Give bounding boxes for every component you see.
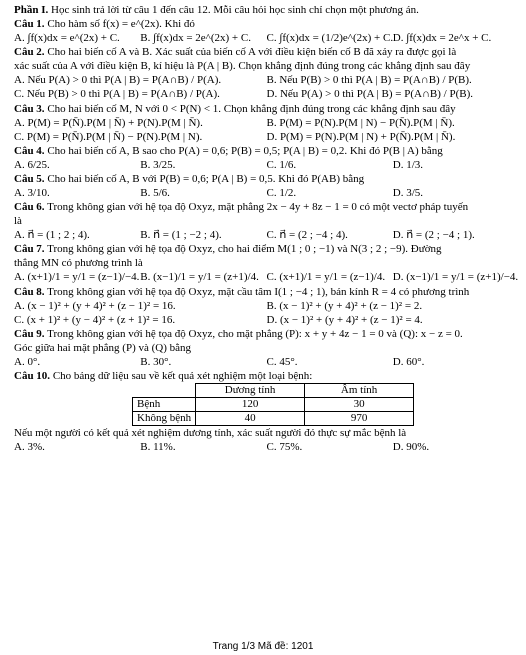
question-2-cont: xác suất của A với điều kiện B, kí hiệu là P(A | B). Chọn khẳng định đúng trong các khẳng định sau đây xyxy=(14,60,471,73)
options-q2-row2 xyxy=(14,87,519,101)
cell-value: 970 xyxy=(305,412,414,426)
question-9 xyxy=(14,327,519,341)
option-a: A. P(M) = P(N̄).P(M | N̄) + P(N).P(M | N̄). xyxy=(14,116,203,129)
option-c: C. P(M) = P(N̄).P(M | N̄) − P(N).P(M | N). xyxy=(14,130,203,143)
data-table xyxy=(132,383,414,426)
option-a: A. 3/10. xyxy=(14,187,50,200)
option-c: C. (x + 1)² + (y − 4)² + (z + 1)² = 16. xyxy=(14,313,176,326)
options-q1 xyxy=(14,31,519,45)
question-6 xyxy=(14,200,519,214)
option-b: B. (x−1)/1 = y/1 = (z+1)/4. xyxy=(140,271,259,284)
option-b: B. 5/6. xyxy=(140,187,170,200)
question-text: Trong không gian với hệ tọa độ Oxyz, cho mặt phẳng (P): x + y + 4z − 1 = 0 và (Q): x − z = 0. xyxy=(47,327,463,340)
question-text: Cho hai biến cố A và B. Xác suất của biến cố A với điều kiện biến cố B đã xảy ra được gọi là xyxy=(47,46,457,59)
option-d: D. n⃗ = (2 ; −4 ; 1). xyxy=(392,229,475,242)
option-b: B. (x − 1)² + (y + 4)² + (z − 1)² = 2. xyxy=(266,299,423,312)
question-10-cont: Nếu một người có kết quả xét nghiệm dương tính, xác suất người đó thực sự mắc bệnh là xyxy=(14,427,407,440)
table-header-row xyxy=(133,384,414,398)
option-b: B. n⃗ = (1 ; −2 ; 4). xyxy=(140,229,222,242)
option-b: B. 11%. xyxy=(140,441,176,454)
question-7-cont: thẳng MN có phương trình là xyxy=(14,257,143,270)
question-text: Cho hai biến cố M, N với 0 < P(N) < 1. Chọn khẳng định đúng trong các khẳng định sau đây xyxy=(47,102,456,115)
option-b: B. 30°. xyxy=(140,355,172,368)
question-text: Cho bảng dữ liệu sau về kết quả xét nghiệm một loại bệnh: xyxy=(52,370,313,383)
option-b: B. Nếu P(B) > 0 thì P(A | B) = P(A∩B) / P(B). xyxy=(266,74,472,87)
cell-value: 120 xyxy=(196,398,305,412)
option-a: A. 0°. xyxy=(14,355,41,368)
question-text: Cho hai biến cố A, B sao cho P(A) = 0,6; P(B) = 0,5; P(A | B) = 0,2. Khi đó P(B | A) bằng xyxy=(47,144,443,157)
option-d: D. 3/5. xyxy=(392,187,423,200)
option-c: C. 1/6. xyxy=(266,158,297,171)
options-q8-row2 xyxy=(14,313,519,327)
question-label: Câu 8. xyxy=(14,285,45,298)
options-q5 xyxy=(14,186,519,200)
option-b: B. ∫f(x)dx = 2e^(2x) + C. xyxy=(140,32,251,45)
page-footer: Trang 1/3 Mã đề: 1201 xyxy=(212,641,314,652)
options-q3-row2 xyxy=(14,130,519,144)
options-q10 xyxy=(14,440,519,454)
question-text: Cho hai biến cố A, B với P(B) = 0,6; P(A | B) = 0,5. Khi đó P(AB) bằng xyxy=(47,172,365,185)
table-header-negative: Âm tính xyxy=(305,384,414,398)
option-c: C. n⃗ = (2 ; −4 ; 4). xyxy=(266,229,348,242)
options-q2-row1 xyxy=(14,73,519,87)
option-b: B. 3/25. xyxy=(140,158,176,171)
question-4 xyxy=(14,144,519,158)
question-label: Câu 7. xyxy=(14,243,45,256)
options-q4 xyxy=(14,158,519,172)
options-q9 xyxy=(14,355,519,369)
part-instructions: Học sinh trả lời từ câu 1 đến câu 12. Mỗi câu hỏi học sinh chỉ chọn một phương án. xyxy=(51,4,419,16)
options-q3-row1 xyxy=(14,116,519,130)
option-d: D. ∫f(x)dx = 2e^x + C. xyxy=(392,32,492,45)
option-d: D. (x−1)/1 = y/1 = (z+1)/−4. xyxy=(392,271,519,284)
option-a: A. n⃗ = (1 ; 2 ; 4). xyxy=(14,229,90,242)
cell-value: 30 xyxy=(305,398,414,412)
option-c: C. Nếu P(B) > 0 thì P(A | B) = P(A∩B) / P(A). xyxy=(14,88,220,101)
question-label: Câu 9. xyxy=(14,327,45,340)
option-d: D. (x − 1)² + (y + 4)² + (z − 1)² = 4. xyxy=(266,313,423,326)
question-text: Trong không gian với hệ tọa độ Oxyz, mặt phẳng 2x − 4y + 8z − 1 = 0 có một vectơ pháp tuyến xyxy=(47,201,469,214)
question-label: Câu 1. xyxy=(14,18,45,31)
row-label: Bệnh xyxy=(133,398,196,412)
question-label: Câu 6. xyxy=(14,201,45,214)
question-label: Câu 5. xyxy=(14,172,45,185)
option-c: C. 75%. xyxy=(266,441,303,454)
option-d: D. 90%. xyxy=(392,441,430,454)
option-d: D. 1/3. xyxy=(392,158,423,171)
question-2 xyxy=(14,45,519,59)
option-d: D. Nếu P(A) > 0 thì P(A | B) = P(A∩B) / P(B). xyxy=(266,88,474,101)
table-header-positive: Dương tính xyxy=(196,384,305,398)
option-a: A. 3%. xyxy=(14,441,45,454)
option-a: A. (x+1)/1 = y/1 = (z−1)/−4. xyxy=(14,271,140,284)
option-c: C. (x+1)/1 = y/1 = (z−1)/4. xyxy=(266,271,386,284)
table-header-empty xyxy=(133,384,196,398)
part-label: Phần I. xyxy=(14,4,49,16)
question-label: Câu 2. xyxy=(14,46,45,59)
options-q6 xyxy=(14,228,519,242)
question-1 xyxy=(14,17,519,31)
question-5 xyxy=(14,172,519,186)
option-c: C. 45°. xyxy=(266,355,298,368)
cell-value: 40 xyxy=(196,412,305,426)
option-a: A. 6/25. xyxy=(14,158,50,171)
option-a: A. ∫f(x)dx = e^(2x) + C. xyxy=(14,32,120,45)
option-d: D. 60°. xyxy=(392,355,425,368)
question-label: Câu 3. xyxy=(14,102,45,115)
option-a: A. Nếu P(A) > 0 thì P(A | B) = P(A∩B) / P(A). xyxy=(14,74,222,87)
option-d: D. P(M) = P(N).P(M | N) + P(N̄).P(M | N̄). xyxy=(266,130,456,143)
table-row xyxy=(133,398,414,412)
question-8 xyxy=(14,285,519,299)
question-label: Câu 10. xyxy=(14,370,51,383)
question-7 xyxy=(14,242,519,256)
options-q8-row1 xyxy=(14,299,519,313)
question-6-cont: là xyxy=(14,215,22,228)
exam-page xyxy=(14,3,519,454)
part-header xyxy=(14,3,519,17)
question-text: Trong không gian với hệ tọa độ Oxyz, cho hai điểm M(1 ; 0 ; −1) và N(3 ; 2 ; −9). Đường xyxy=(47,243,442,256)
options-q7 xyxy=(14,270,519,284)
question-label: Câu 4. xyxy=(14,144,45,157)
question-text: Trong không gian với hệ tọa độ Oxyz, mặt cầu tâm I(1 ; −4 ; 1), bán kính R = 4 có phương trình xyxy=(47,285,470,298)
table-row xyxy=(133,412,414,426)
option-a: A. (x − 1)² + (y + 4)² + (z − 1)² = 16. xyxy=(14,299,176,312)
option-b: B. P(M) = P(N).P(M | N) − P(N̄).P(M | N̄). xyxy=(266,116,455,129)
question-text: Cho hàm số f(x) = e^(2x). Khi đó xyxy=(47,18,195,31)
row-label: Không bệnh xyxy=(133,412,196,426)
option-c: C. ∫f(x)dx = (1/2)e^(2x) + C. xyxy=(266,32,393,45)
question-9-cont: Góc giữa hai mặt phẳng (P) và (Q) bằng xyxy=(14,341,192,354)
question-10 xyxy=(14,369,519,383)
option-c: C. 1/2. xyxy=(266,187,297,200)
question-3 xyxy=(14,102,519,116)
